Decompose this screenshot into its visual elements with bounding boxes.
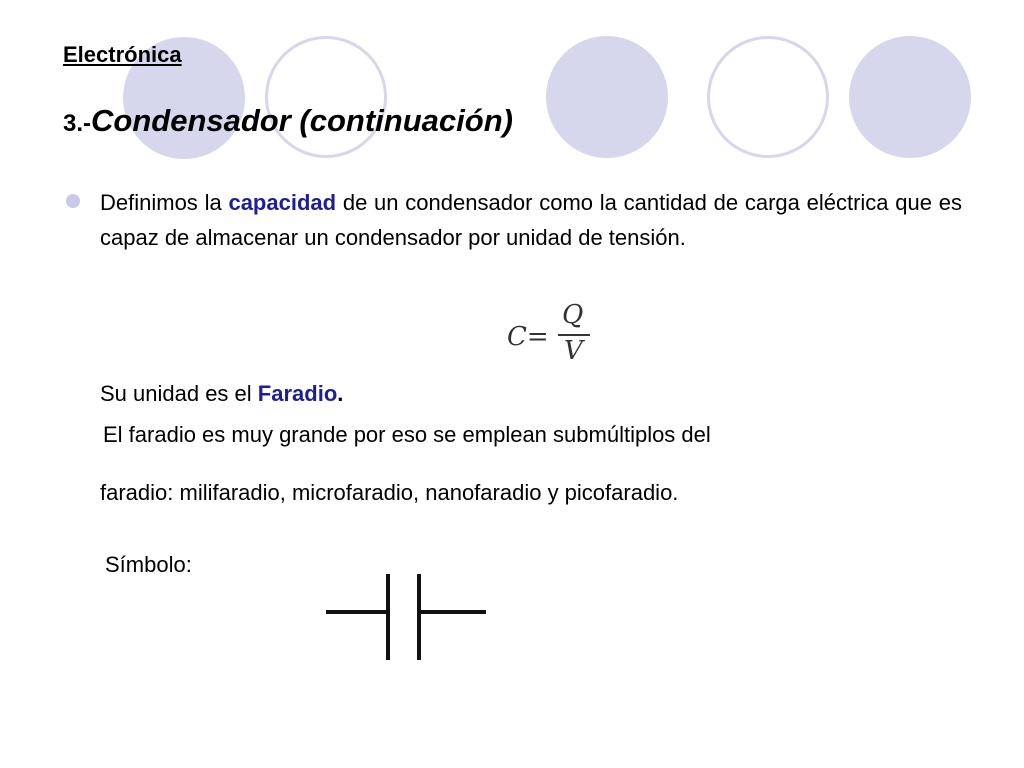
- bullet-icon: [66, 194, 80, 208]
- slide-title: [63, 103, 513, 139]
- definition-before: Definimos la: [100, 190, 222, 215]
- farad-description-line1: El faradio es muy grande por eso se emplean submúltiplos del: [103, 422, 711, 447]
- farad-description-line2: faradio: milifaradio, microfaradio, nanofaradio y picofaradio.: [100, 480, 679, 505]
- decorative-ring: [265, 36, 387, 158]
- formula-lhs: C=: [507, 322, 549, 352]
- decorative-circle: [849, 36, 971, 158]
- definition-paragraph: [100, 185, 962, 255]
- title-text: Condensador (continuación): [91, 103, 513, 138]
- unit-before: Su unidad es el: [100, 381, 252, 406]
- unit-line: [100, 381, 343, 407]
- farad-highlight: Faradio.: [257, 381, 344, 406]
- slide-header: Electrónica: [63, 42, 182, 67]
- title-number: 3.-: [63, 110, 92, 137]
- capacitance-formula: [507, 302, 597, 372]
- decorative-ring: [707, 36, 829, 158]
- definition-after: de un condensador como la cantidad de carga eléctrica que es capaz de almacenar un condensador por unidad de tensión.: [100, 190, 962, 250]
- capacity-highlight: capacidad: [228, 190, 337, 215]
- formula-numerator: Q: [562, 300, 584, 330]
- decorative-circle: [546, 36, 668, 158]
- capacitor-symbol-icon: [322, 568, 492, 664]
- formula-denominator: V: [564, 336, 583, 366]
- symbol-label: Símbolo:: [105, 552, 192, 577]
